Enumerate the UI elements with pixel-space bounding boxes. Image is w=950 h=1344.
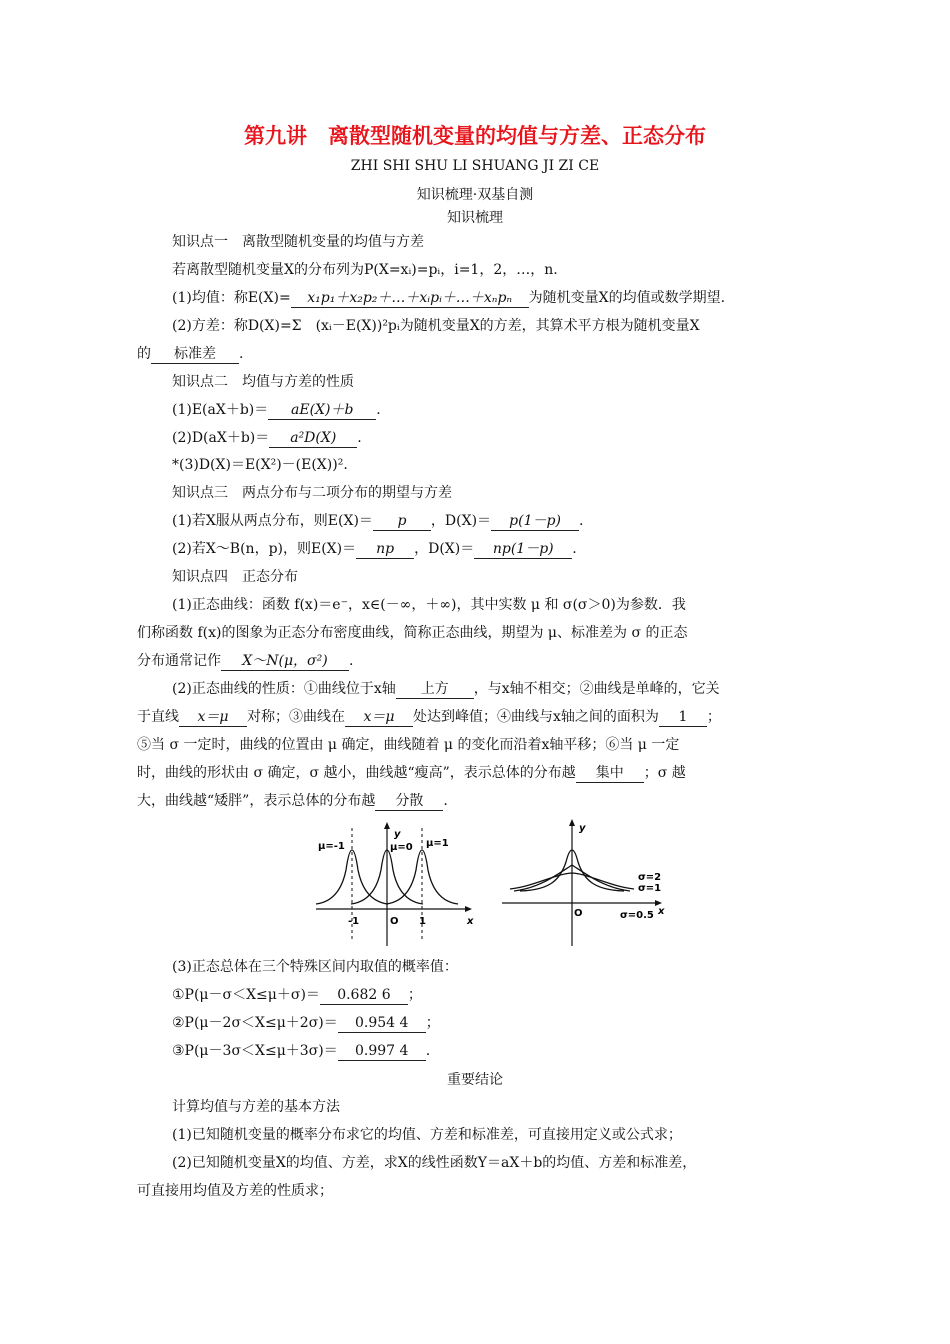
k4-n2-l4-post: ；σ 越 [643,765,686,781]
k4-n2-line5 [137,791,817,811]
k4-n2-l1-blank: 上方 [396,681,474,699]
k1-var-blank: 标准差 [151,346,239,364]
k1-mean [172,288,852,308]
tick-minus-1: -1 [348,916,360,927]
conclusion-heading: 重要结论 [447,1072,503,1088]
k4-n2-l2-blank-3: 1 [659,709,707,727]
k5-r1-blank: 0.682 6 [320,987,408,1005]
k3-binomial [172,539,852,559]
k3-l1-a: (1)若X服从两点分布，则E(X)＝ [172,513,373,529]
k4-n2-l2-d: 处达到峰值；④曲线与x轴之间的面积为 [413,709,659,725]
section-heading: 知识梳理·双基自测 [416,187,534,203]
subsection-heading: 知识梳理 [447,210,503,226]
k1-mean-post: 为随机变量X的均值或数学期望. [528,290,726,306]
k2-p2-pre: (2)D(aX＋b)＝ [172,430,270,446]
label-sigma-1: σ=1 [638,883,662,894]
label-sigma-2: σ=2 [638,872,662,883]
y-axis-label: y [394,829,401,840]
k1-heading: 知识点一 离散型随机变量的均值与方差 [172,234,424,250]
k4-n2-l2-blank-1: x＝μ [179,709,247,727]
k3-l2-c: ，D(X)＝ [414,541,475,557]
k4-n1-line3 [137,651,817,671]
k1-mean-pre: (1)均值：称E(X)= [172,290,291,306]
conclusion-subheading: 计算均值与方差的基本方法 [172,1099,340,1115]
k1-var-pre: 的 [137,346,151,362]
k3-l2-d: . [572,541,577,557]
label-mu-0: μ=0 [390,842,413,853]
conclusion-item-2-line2: 可直接用均值及方差的性质求； [137,1183,333,1199]
k3-l2-a: (2)若X～B(n，p)，则E(X)＝ [172,541,357,557]
k3-l2-blank-2: np(1－p) [474,541,572,559]
k4-n2-l4-pre: 时，曲线的形状由 σ 确定，σ 越小，曲线越“瘦高”，表示总体的分布越 [137,765,576,781]
k4-n1-line2: 们称函数 f(x)的图象为正态分布密度曲线，简称正态曲线，期望为 μ、标准差为 σ 的正态 [137,625,688,641]
k5-range-2 [172,1013,852,1033]
origin-label: O [390,916,399,927]
label-mu-1: μ=1 [426,838,449,849]
k4-n1-l3-pre: 分布通常记作 [137,653,221,669]
k4-n2-l2-e: ； [706,709,721,725]
k4-n1-line1: (1)正态曲线：函数 f(x)＝e⁻，x∈(－∞，＋∞)，其中实数 μ 和 σ(σ＞0)为参数．我 [172,597,686,613]
k3-two-point [172,511,852,531]
k3-heading: 知识点三 两点分布与二项分布的期望与方差 [172,485,452,501]
x-axis-label: x [467,916,474,927]
k5-range-1 [172,985,852,1005]
k4-heading: 知识点四 正态分布 [172,569,298,585]
normal-curves-mu-figure [312,818,482,950]
k3-l2-blank-1: np [356,541,414,559]
k4-n2-l5-blank: 分散 [375,793,443,811]
k3-l1-d: . [579,513,584,529]
k4-n2-line2 [137,707,817,727]
k2-p1-post: . [376,402,381,418]
k4-n2-line4 [137,763,817,783]
k4-n1-l3-blank: X～N(μ，σ²) [221,653,349,671]
k4-n2-l2-c: 对称；③曲线在 [247,709,345,725]
k3-l1-blank-1: p [373,513,431,531]
k5-range-3 [172,1041,852,1061]
k3-l1-c: ，D(X)＝ [430,513,492,529]
label-mu-minus-1: μ=-1 [318,841,345,852]
k3-l1-blank-2: p(1－p) [491,513,579,531]
k4-n2-l4-blank: 集中 [576,765,644,783]
k4-n2-l5-post: . [443,793,448,809]
normal-curves-sigma-figure [500,816,675,950]
label-sigma-05: σ=0.5 [620,910,654,921]
k4-n2-l1-pre: (2)正态曲线的性质：①曲线位于x轴 [172,681,396,697]
conclusion-item-2-line1: (2)已知随机变量X的均值、方差，求X的线性函数Y＝aX＋b的均值、方差和标准差， [172,1155,697,1171]
k2-p2-post: . [357,430,362,446]
page-title: 第九讲 离散型随机变量的均值与方差、正态分布 [244,124,706,148]
k4-n1-l3-post: . [349,653,354,669]
origin-label-2: O [574,908,583,919]
k5-r2-pre: ②P(μ－2σ＜X≤μ＋2σ)＝ [172,1015,338,1031]
k1-variance: (2)方差：称D(X)=Σ (xᵢ－E(X))²pᵢ为随机变量X的方差，其算术平方根为随机变量X [172,318,700,334]
x-axis-label-2: x [658,906,665,917]
k5-r3-post: . [425,1043,431,1059]
k2-p1-pre: (1)E(aX＋b)＝ [172,402,269,418]
conclusion-item-1: (1)已知随机变量的概率分布求它的均值、方差和标准差，可直接用定义或公式求； [172,1127,682,1143]
k5-r3-blank: 0.997 4 [338,1043,426,1061]
y-axis-label-2: y [579,823,586,834]
k5-r2-post: ； [425,1015,440,1031]
k5-r1-pre: ①P(μ－σ＜X≤μ＋σ)＝ [172,987,320,1003]
k2-property-3: *(3)D(X)＝E(X²)－(E(X))². [172,457,348,473]
k4-n2-line3: ⑤当 σ 一定时，曲线的位置由 μ 确定，曲线随着 μ 的变化而沿着x轴平移；⑥当 μ 一定 [137,737,680,753]
k4-n2-l1-post: ，与x轴不相交；②曲线是单峰的，它关 [473,681,720,697]
k4-n2-l2-a: 于直线 [137,709,179,725]
k1-intro: 若离散型随机变量X的分布列为P(X=xᵢ)=pᵢ，i=1，2，…，n. [172,262,558,278]
k2-property-2 [172,428,852,448]
k1-variance-cont [137,344,817,364]
tick-1: 1 [419,916,426,927]
k5-r2-blank: 0.954 4 [338,1015,426,1033]
k5-r1-post: ； [407,987,422,1003]
k1-mean-blank: x₁p₁＋x₂p₂＋…＋xᵢpᵢ＋…＋xₙpₙ [291,290,529,308]
k5-intro: (3)正态总体在三个特殊区间内取值的概率值： [172,959,458,975]
k2-property-1 [172,400,852,420]
k2-p1-blank: aE(X)＋b [268,402,376,420]
k4-n2-l5-pre: 大，曲线越“矮胖”，表示总体的分布越 [137,793,376,809]
k2-p2-blank: a²D(X) [269,430,357,448]
k5-r3-pre: ③P(μ－3σ＜X≤μ＋3σ)＝ [172,1043,338,1059]
k4-n2-line1 [172,679,852,699]
k2-heading: 知识点二 均值与方差的性质 [172,374,354,390]
k4-n2-l2-blank-2: x＝μ [345,709,413,727]
pinyin-subtitle: ZHI SHI SHU LI SHUANG JI ZI CE [350,158,600,174]
k1-var-post: . [239,346,244,362]
